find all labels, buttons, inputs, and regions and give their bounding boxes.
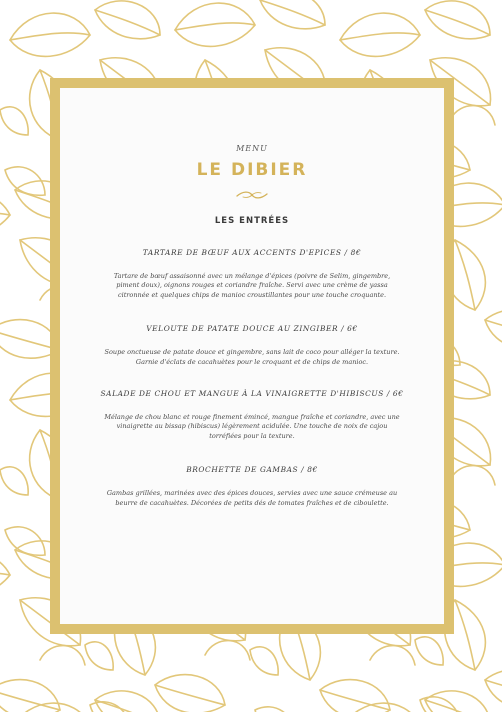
dish-name: TARTARE DE BŒUF AUX ACCENTS D'EPICES / 8€ bbox=[142, 248, 362, 257]
dish-description: Mélange de chou blanc et rouge finement émincé, mangue fraîche et coriandre, avec une vinaigrette au bissap (hibiscus) légèrement acidulée. Une touche de noix de cajou torréfiées pour la texture. bbox=[104, 413, 400, 440]
dish-description: Tartare de bœuf assaisonné avec un mélange d'épices (poivre de Selim, gingembre, piment doux), oignons rouges et coriandre fraîche. Servi avec une crème de yassa citronnée et quelques chips de manioc croustillantes pour une touche croquante. bbox=[113, 272, 391, 299]
dish-name: VELOUTE DE PATATE DOUCE AU ZINGIBER / 6€ bbox=[146, 324, 358, 334]
dish-item bbox=[60, 248, 444, 300]
ornament-flourish-icon bbox=[235, 190, 269, 200]
dish-item bbox=[60, 324, 444, 367]
dish-name: BROCHETTE DE GAMBAS / 8€ bbox=[186, 465, 318, 475]
dish-item bbox=[60, 389, 444, 441]
dish-description: Gambas grillées, marinées avec des épices douces, servies avec une sauce crémeuse au beurre de cacahuètes. Décorées de petits dés de tomates fraîches et de ciboulette. bbox=[106, 489, 398, 507]
menu-frame bbox=[50, 78, 454, 634]
dish-description: Soupe onctueuse de patate douce et gingembre, sans lait de coco pour alléger la texture. Garnie d'éclats de cacahuètes pour le croquant et de chips de manioc. bbox=[104, 348, 400, 366]
dish-item bbox=[60, 465, 444, 508]
dish-name: SALADE DE CHOU ET MANGUE À LA VINAIGRETTE D'HIBISCUS / 6€ bbox=[100, 389, 404, 399]
menu-card bbox=[60, 88, 444, 624]
section-title: LES ENTRÉES bbox=[214, 216, 290, 226]
menu-label: MENU bbox=[236, 144, 268, 153]
restaurant-title: LE DIBIER bbox=[196, 160, 308, 180]
